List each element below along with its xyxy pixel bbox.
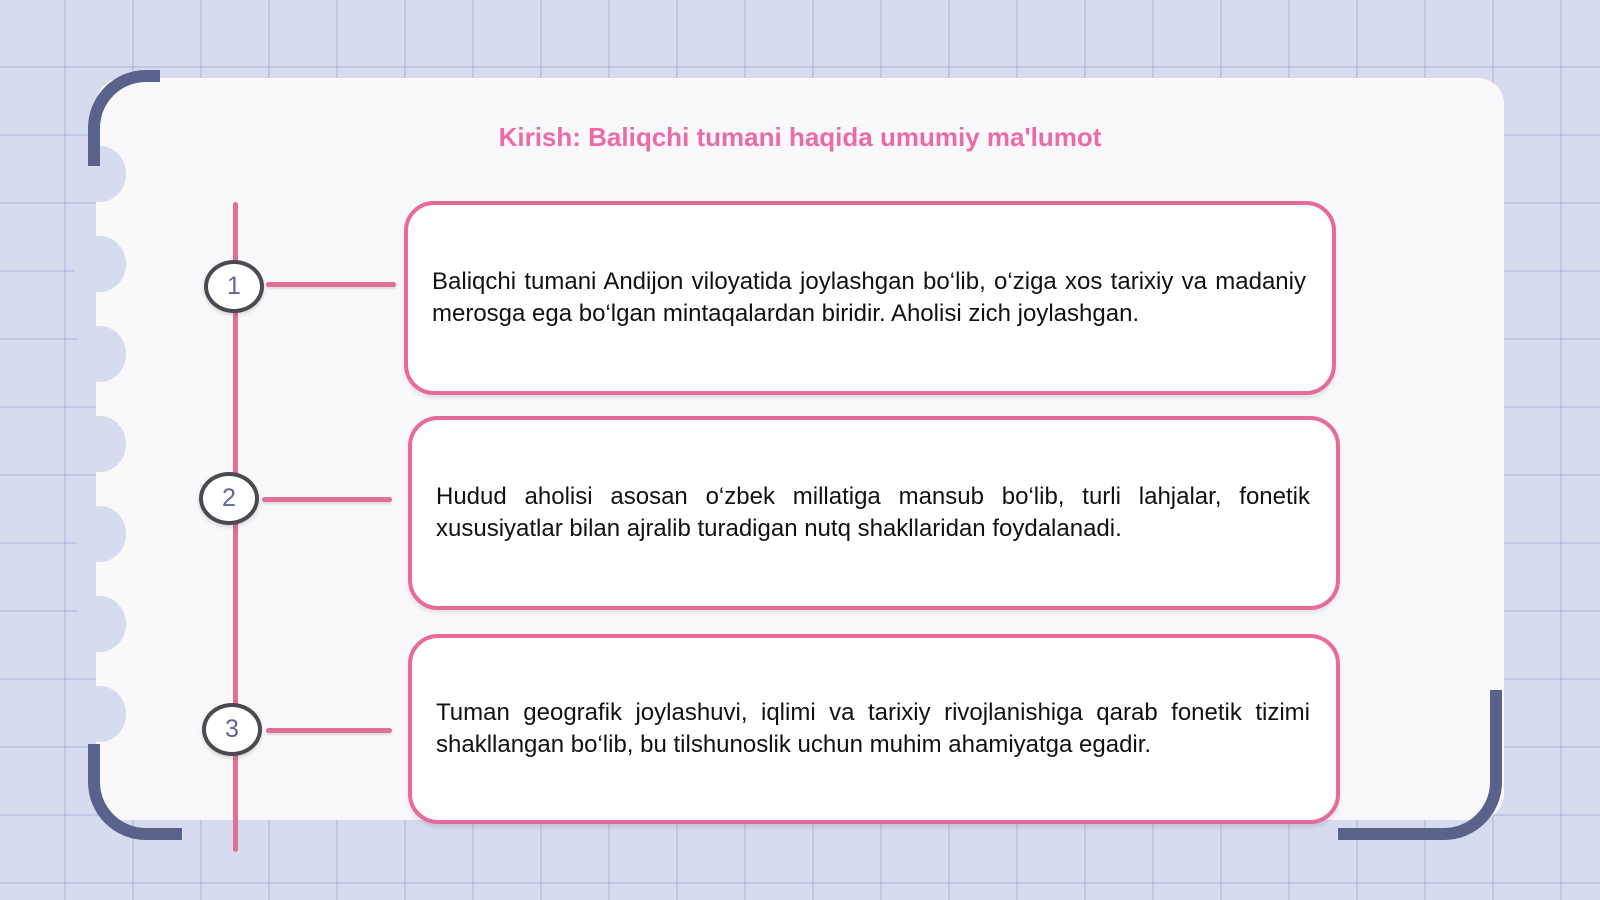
timeline-item-1 [404,201,1336,395]
card-edge-notch [74,326,126,382]
timeline-item-3 [408,634,1340,824]
timeline-node-2 [199,472,259,525]
timeline-connector-2 [262,497,392,502]
card-edge-notch [74,596,126,652]
timeline-item-2 [408,416,1340,610]
frame-corner-bottom-right [1338,690,1502,840]
card-edge-notch [74,236,126,292]
timeline-node-number: 1 [227,272,241,300]
card-edge-notch [74,416,126,472]
slide-title: Kirish: Baliqchi tumani haqida umumiy ma'lumot [498,122,1102,152]
timeline-connector-1 [266,282,396,287]
timeline-node-3 [202,703,262,756]
timeline-node-number: 3 [225,715,239,743]
timeline-node-1 [204,260,264,313]
timeline-node-number: 2 [222,484,236,512]
timeline-item-text: Hudud aholisi asosan o‘zbek millatiga mansub bo‘lib, turli lahjalar, fonetik xususiyatlar bilan ajralib turadigan nutq shakllaridan foydalanadi. [436,483,1310,542]
timeline-item-text: Baliqchi tumani Andijon viloyatida joylashgan bo‘lib, o‘ziga xos tarixiy va madaniy merosga ega bo‘lgan mintaqalardan biridir. Aholisi zich joylashgan. [432,268,1306,327]
frame-corner-bottom-left [88,744,182,840]
timeline-item-text: Tuman geografik joylashuvi, iqlimi va tarixiy rivojlanishiga qarab fonetik tizimi shakllangan bo‘lib, bu tilshunoslik uchun muhim ahamiyatga egadir. [436,699,1310,758]
timeline-connector-3 [266,728,392,733]
card-edge-notch [74,686,126,742]
card-edge-notch [74,506,126,562]
